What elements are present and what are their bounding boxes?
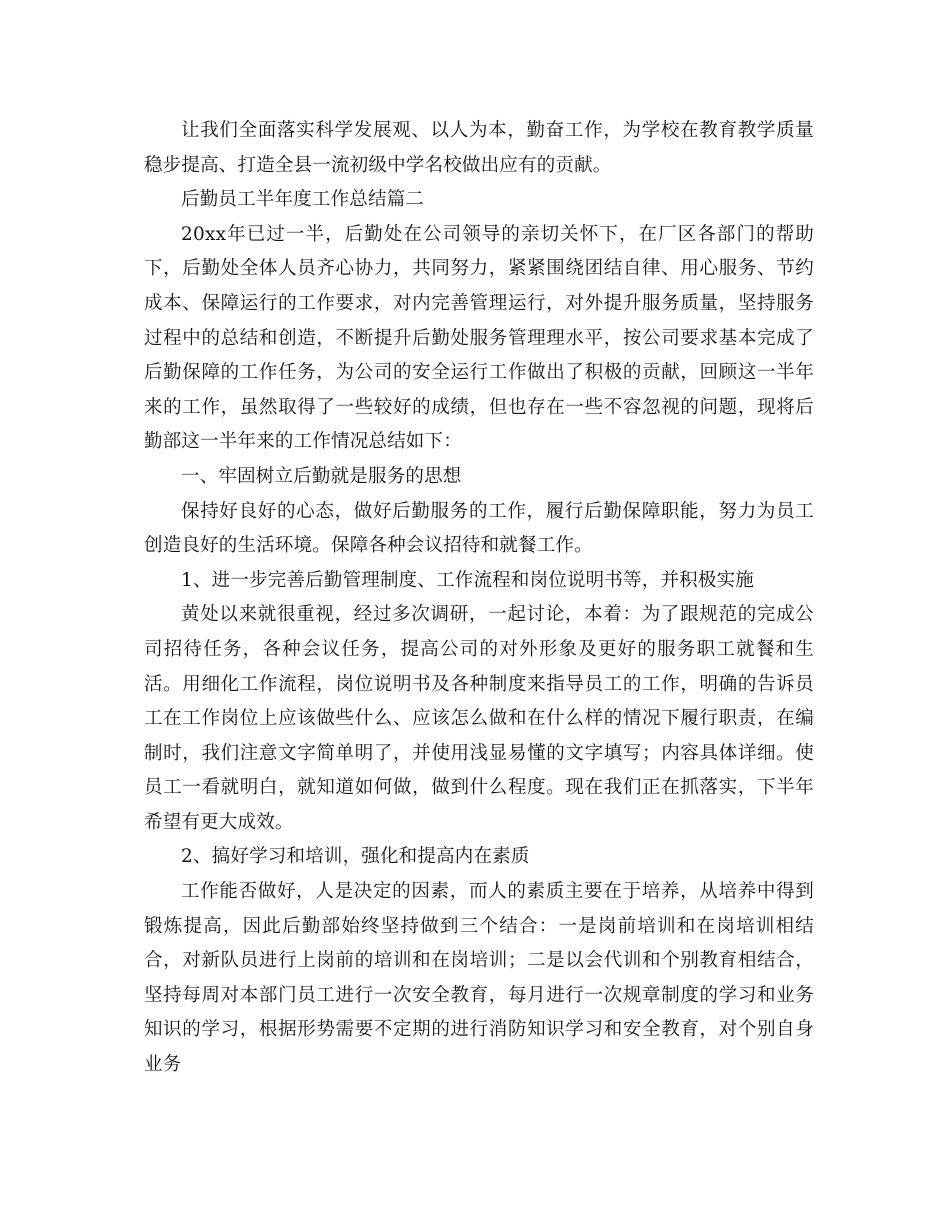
heading-section-1: 一、牢固树立后勤就是服务的思想	[181, 465, 462, 487]
paragraph-management-system: 黄处以来就很重视，经过多次调研，一起讨论，本着：为了跟规范的完成公司招待任务，各种会议任务，提高公司的对外形象及更好的服务职工就餐和生活。用细化工作流程，岗位说明书及各种制度来指导员工的工作，明确的告诉员工在工作岗位上应该做些什么、应该怎么做和在什么样的情况下履行职责，在编制时，我们注意文字简单明了，并使用浅显易懂的文字填写；内容具体详细。使员工一看就明白，就知道如何做，做到什么程度。现在我们正在抓落实，下半年希望有更大成效。	[144, 604, 814, 833]
document-body	[144, 114, 814, 1083]
paragraph-service-attitude: 保持好良好的心态，做好后勤服务的工作，履行后勤保障职能，努力为员工创造良好的生活环境。保障各种会议招待和就餐工作。	[144, 500, 814, 557]
paragraph-closing-statement: 让我们全面落实科学发展观、以人为本，勤奋工作，为学校在教育教学质量稳步提高、打造全县一流初级中学名校做出应有的贡献。	[144, 120, 814, 176]
paragraph-training: 工作能否做好，人是决定的因素，而人的素质主要在于培养，从培养中得到锻炼提高，因此后勤部始终坚持做到三个结合：一是岗前培训和在岗培训相结合，对新队员进行上岗前的培训和在岗培训；二是以会代训和个别教育相结合，坚持每周对本部门员工进行一次安全教育，每月进行一次规章制度的学习和业务知识的学习，根据形势需要不定期的进行消防知识学习和安全教育，对个别自身业务	[144, 881, 814, 1076]
heading-item-2: 2、搞好学习和培训，强化和提高内在素质	[181, 846, 530, 868]
paragraph-intro: 20xx年已过一半，后勤处在公司领导的亲切关怀下，在厂区各部门的帮助下，后勤处全体人员齐心协力，共同努力，紧紧围绕团结自律、用心服务、节约成本、保障运行的工作要求，对内完善管理运行，对外提升服务质量，坚持服务过程中的总结和创造，不断提升后勤处服务管理理水平，按公司要求基本完成了后勤保障的工作任务，为公司的安全运行工作做出了积极的贡献，回顾这一半年来的工作，虽然取得了一些较好的成绩，但也存在一些不容忽视的问题，现将后勤部这一半年来的工作情况总结如下：	[144, 223, 814, 453]
heading-item-1: 1、进一步完善后勤管理制度、工作流程和岗位说明书等，并积极实施	[181, 569, 754, 591]
section-title: 后勤员工半年度工作总结篇二	[181, 189, 425, 211]
